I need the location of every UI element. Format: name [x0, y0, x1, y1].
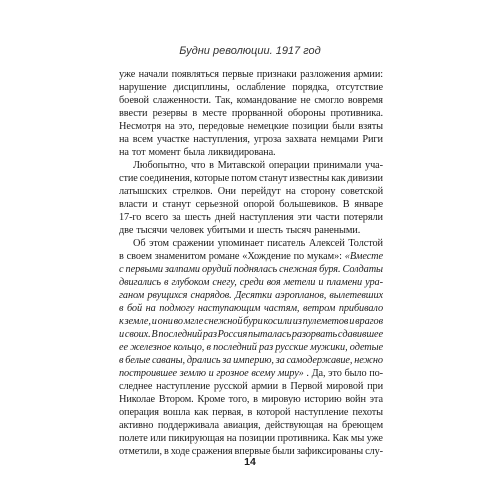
word: в [209, 160, 214, 171]
word: историю [304, 394, 342, 405]
word: на [119, 134, 129, 145]
word: операции [268, 160, 310, 171]
word: стие [119, 173, 138, 184]
word: активно [119, 420, 154, 431]
word: перейдут [241, 186, 281, 197]
word: вовремя [347, 95, 383, 106]
word: за [275, 355, 285, 366]
word: пехоты [352, 407, 383, 418]
word: прибивало [338, 303, 383, 314]
word: человек [170, 225, 204, 236]
word: противника. [330, 108, 383, 119]
word: шесть [256, 225, 283, 236]
word: землю [179, 368, 206, 379]
word: грозное [216, 368, 249, 379]
word: власти [119, 199, 148, 210]
word: взяты [358, 121, 383, 132]
word: В [151, 329, 158, 340]
word: впервые [234, 446, 271, 457]
word: пулеметов [302, 316, 349, 327]
body-text [119, 68, 383, 458]
word: всем [132, 134, 153, 145]
word: за [172, 212, 181, 223]
word: в [163, 446, 169, 457]
word: глубоком [171, 277, 210, 288]
word: следнее [119, 381, 153, 392]
word: которой [256, 407, 291, 418]
word: слу- [365, 446, 383, 457]
word: начали [138, 69, 169, 80]
word: слаженности. [152, 95, 212, 106]
word: передовые [198, 121, 244, 132]
word: немецкие [247, 121, 289, 132]
word: дисциплины, [173, 82, 230, 93]
text-line [119, 237, 383, 250]
word: сражения [191, 446, 233, 457]
word: были [272, 446, 295, 457]
text-line [119, 107, 383, 120]
word: разорвать [291, 329, 338, 340]
text-line [119, 81, 383, 94]
word: снегу, [212, 277, 237, 288]
word: в [281, 381, 287, 392]
word: мукам»: [306, 251, 342, 262]
word: построившее [119, 368, 178, 379]
word: русской [213, 381, 248, 392]
word: на [327, 420, 338, 431]
word: уже [119, 69, 136, 80]
word: разложения [300, 69, 351, 80]
word: двигались [119, 277, 161, 288]
word: действующая [265, 420, 323, 431]
word: момент [148, 147, 181, 158]
word: станут [258, 173, 288, 184]
word: они [157, 316, 173, 327]
word: тысяч [285, 225, 312, 236]
word: косили [263, 316, 292, 327]
word: опорой [243, 199, 275, 210]
text-line [119, 367, 383, 380]
word: Они [217, 186, 236, 197]
word: сражении [172, 238, 215, 249]
word: дивизии [347, 173, 383, 184]
word: вошла [162, 407, 191, 418]
word: из [292, 316, 302, 327]
word: на [145, 303, 156, 314]
word: писатель [267, 238, 306, 249]
word: обороны [287, 108, 326, 119]
word: 17-го [119, 212, 142, 223]
word: этом [149, 238, 169, 249]
word: Да, [311, 368, 326, 379]
word: по [293, 251, 305, 262]
word: наступление [156, 381, 211, 392]
word: мировую [261, 394, 301, 405]
word: январе [354, 199, 383, 210]
word: империю, [233, 355, 274, 366]
word: известны [289, 173, 330, 184]
text-line [119, 276, 383, 289]
word: отметили, [119, 446, 162, 457]
word: на [285, 186, 296, 197]
word: пикирующая [168, 433, 225, 444]
word: в [119, 251, 124, 262]
word: это [328, 368, 342, 379]
word: порядка, [292, 82, 330, 93]
word: армии [251, 381, 279, 392]
word: участке [156, 134, 190, 145]
word: «Вместе [344, 251, 383, 262]
word: миру» [277, 368, 304, 379]
text-line [119, 419, 383, 432]
word: ура- [365, 277, 383, 288]
word: своем [126, 251, 152, 262]
word: в [119, 303, 124, 314]
text-line [119, 302, 383, 315]
running-head: Будни революции. 1917 год [179, 45, 321, 57]
word: дрались [186, 355, 221, 366]
text-line [119, 406, 383, 419]
word: как [194, 407, 209, 418]
word: дней [214, 212, 236, 223]
word: снежная [279, 264, 318, 275]
word: нарушение [119, 82, 167, 93]
word: смогло [314, 95, 344, 106]
word: что [190, 160, 206, 171]
word: сторону [300, 186, 336, 197]
word: как [331, 173, 346, 184]
word: аэропланов, [275, 290, 327, 301]
word: и [349, 316, 355, 327]
word: своих. [124, 329, 151, 340]
word: резервы [152, 108, 188, 119]
word: последний [158, 329, 203, 340]
word: знаменитом [154, 251, 206, 262]
word: подмогу [159, 303, 195, 314]
word: не [300, 95, 311, 106]
word: кольцо, [173, 342, 205, 353]
word: авиация, [223, 420, 261, 431]
word: по- [369, 368, 383, 379]
page-number: 14 [244, 456, 256, 468]
word: одетые [349, 342, 383, 353]
word: к [119, 316, 124, 327]
word: Алексей [308, 238, 345, 249]
word: В [342, 199, 350, 210]
word: раз [202, 329, 217, 340]
word: буря. [319, 264, 341, 275]
word: последний [213, 342, 257, 353]
text-line [119, 68, 383, 81]
text-line [119, 341, 383, 354]
word: . [306, 368, 309, 379]
word: пламени [326, 277, 363, 288]
word: полете [119, 433, 148, 444]
word: месте [202, 108, 227, 119]
text-line [119, 224, 383, 237]
word: признаки [256, 69, 297, 80]
word: наступления [239, 212, 294, 223]
word: на [226, 433, 237, 444]
word: немцами [320, 134, 359, 145]
word: или [150, 433, 167, 444]
word: это, [178, 121, 195, 132]
word: соединения, [139, 173, 193, 184]
word: первыми [125, 264, 163, 275]
word: железное [130, 342, 172, 353]
word: угроза [253, 134, 282, 145]
text-line [119, 120, 383, 133]
word: на [164, 121, 175, 132]
text-line [119, 393, 383, 406]
word: бой [126, 303, 143, 314]
word: в [247, 407, 253, 418]
word: шесть [184, 212, 211, 223]
word: «Хождение [242, 251, 291, 262]
word: снарядов. [190, 290, 232, 301]
word: операция [119, 407, 159, 418]
word: уже [366, 433, 383, 444]
text-line [119, 315, 383, 328]
word: Николае [119, 394, 156, 405]
word: появляться [171, 69, 219, 80]
word: было [344, 368, 367, 379]
word: упоминает [217, 238, 264, 249]
word: частям, [263, 303, 300, 314]
word: Первой [290, 381, 323, 392]
word: наступления, [193, 134, 250, 145]
word: потеряли [343, 212, 383, 223]
word: латышских [119, 186, 168, 197]
word: отсутствие [336, 82, 383, 93]
word: залпами [164, 264, 200, 275]
word: вылетевших [329, 290, 383, 301]
word: мировой [326, 381, 364, 392]
word: и [248, 225, 254, 236]
text-line [119, 172, 383, 185]
word: советской [340, 186, 383, 197]
word: мгле [183, 316, 204, 327]
word: станут [162, 199, 191, 210]
word: Риги [362, 134, 383, 145]
word: убитыми [206, 225, 246, 236]
word: и [318, 277, 324, 288]
text-line [119, 133, 383, 146]
word: всего [145, 212, 169, 223]
word: метели [283, 277, 316, 288]
text-line [119, 328, 383, 341]
word: русские [275, 342, 308, 353]
word: Как [332, 433, 349, 444]
word: в [164, 277, 169, 288]
word: в [253, 394, 258, 405]
word: мужики, [310, 342, 348, 353]
word: саваны, [152, 355, 185, 366]
word: и [151, 316, 157, 327]
text-line [119, 263, 383, 276]
text-line [119, 380, 383, 393]
word: земле, [124, 316, 151, 327]
text-line [119, 94, 383, 107]
word: рвущихся [147, 290, 188, 301]
text-line [119, 354, 383, 367]
word: эта [369, 394, 383, 405]
word: Об [133, 238, 146, 249]
word: первая, [212, 407, 244, 418]
word: пыталась [248, 329, 292, 340]
word: Любопытно, [133, 160, 188, 171]
word: самодержавие, [286, 355, 353, 366]
word: снежной [204, 316, 243, 327]
word: раз [259, 342, 274, 353]
word: нежно [354, 355, 383, 366]
word: зафиксированы [296, 446, 364, 457]
word: наступающим [197, 303, 261, 314]
word: войн [345, 394, 366, 405]
text-line [119, 289, 383, 302]
word: серьезной [195, 199, 239, 210]
word: большевиков. [279, 199, 338, 210]
word: части [315, 212, 340, 223]
word: Несмотря [119, 121, 162, 132]
word: которые [194, 173, 230, 184]
word: Десятки [234, 290, 272, 301]
word: Солдаты [342, 264, 383, 275]
word: Втором. [158, 394, 194, 405]
word: ганом [119, 290, 145, 301]
word: и [119, 329, 125, 340]
word: потом [231, 173, 257, 184]
word: боевой [119, 95, 149, 106]
word: бури [243, 316, 263, 327]
word: эти [297, 212, 312, 223]
word: наступление [294, 407, 349, 418]
word: противника. [277, 433, 330, 444]
word: ходе [170, 446, 190, 457]
word: поднялась [233, 264, 278, 275]
word: мы [350, 433, 365, 444]
word: поддерживала [157, 420, 219, 431]
word: две [119, 225, 134, 236]
word: сдавившее [337, 329, 383, 340]
word: воя [266, 277, 281, 288]
word: романе [208, 251, 240, 262]
text-line [119, 250, 383, 263]
text-line [119, 185, 383, 198]
word: бреющем [342, 420, 383, 431]
word: была [183, 147, 205, 158]
word: первые [222, 69, 254, 80]
word: среди [239, 277, 264, 288]
word: захвата [285, 134, 317, 145]
word: в [192, 108, 198, 119]
word: в [119, 355, 124, 366]
word: тысячи [136, 225, 168, 236]
word: белые [125, 355, 151, 366]
word: орудий [202, 264, 232, 275]
text-line [119, 198, 383, 211]
word: ликвидирована. [207, 147, 276, 158]
word: Россия [217, 329, 248, 340]
text-line [119, 159, 383, 172]
text-line [119, 146, 383, 159]
word: с [119, 264, 124, 275]
word: командование [236, 95, 297, 106]
word: Так, [214, 95, 233, 106]
word: уча- [365, 160, 383, 171]
word: всему [251, 368, 276, 379]
word: врагов [355, 316, 383, 327]
word: Митавской [217, 160, 266, 171]
word: ветром [303, 303, 336, 314]
word: Кроме [197, 394, 225, 405]
text-line [119, 432, 383, 445]
word: ранеными. [314, 225, 361, 236]
word: того, [228, 394, 250, 405]
word: при [367, 381, 383, 392]
word: за [222, 355, 232, 366]
word: позиции [238, 433, 276, 444]
text-line [119, 211, 383, 224]
word: армии: [353, 69, 383, 80]
word: и [208, 368, 214, 379]
word: на [119, 147, 129, 158]
word: тот [131, 147, 146, 158]
word: принимали [313, 160, 362, 171]
word: ее [119, 342, 128, 353]
word: ввести [119, 108, 148, 119]
word: позиции [292, 121, 329, 132]
word: и [152, 199, 158, 210]
word: были [332, 121, 355, 132]
word: во [173, 316, 183, 327]
word: прорванной [231, 108, 283, 119]
word: стрелков. [172, 186, 213, 197]
word: ослабление [236, 82, 286, 93]
word: в [206, 342, 211, 353]
word: Толстой [348, 238, 383, 249]
